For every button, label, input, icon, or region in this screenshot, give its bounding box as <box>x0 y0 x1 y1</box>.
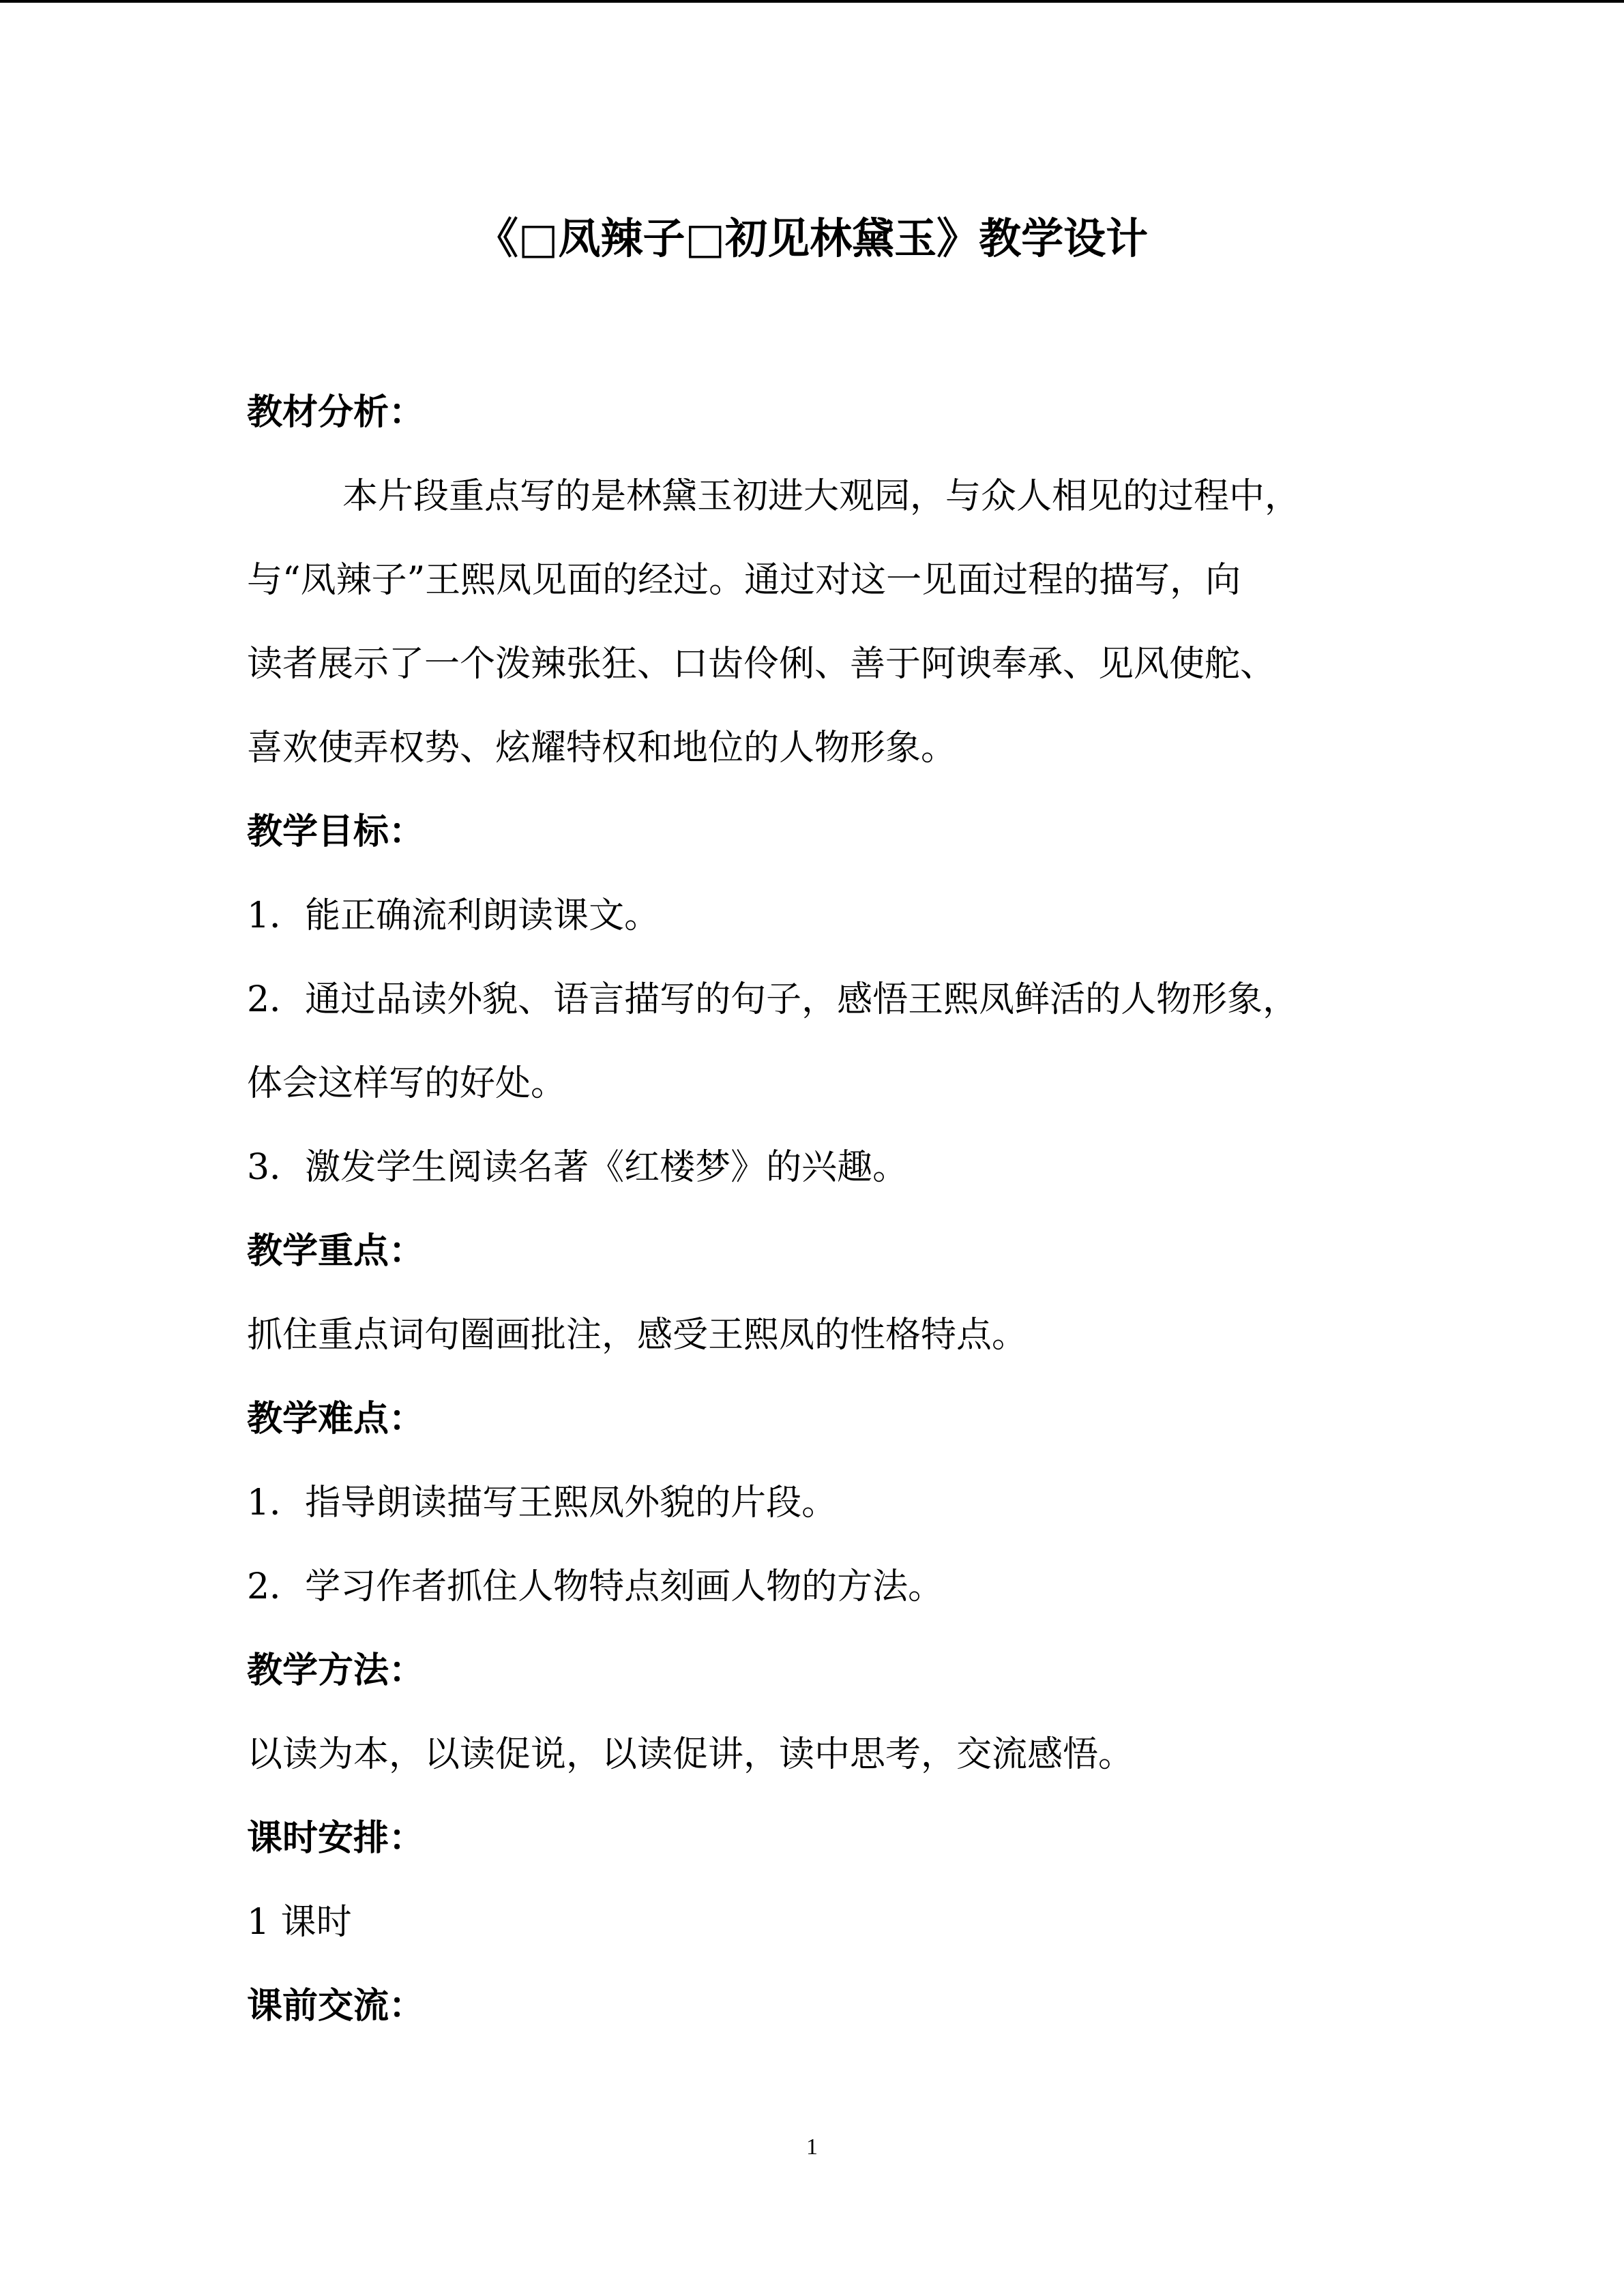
objective-item: 2．通过品读外貌、语言描写的句子，感悟王熙凤鲜活的人物形象， <box>247 979 1299 1020</box>
heading-methods: 教学方法： <box>247 1650 425 1691</box>
paragraph-line: 喜欢使弄权势、炫耀特权和地位的人物形象。 <box>247 728 957 769</box>
heading-material-analysis: 教材分析： <box>247 392 425 433</box>
heading-key-points: 教学重点： <box>247 1231 425 1272</box>
key-point-text: 抓住重点词句圈画批注，感受王熙凤的性格特点。 <box>247 1315 1028 1356</box>
methods-text: 以读为本，以读促说，以读促讲，读中思考，交流感悟。 <box>247 1734 1134 1775</box>
difficulty-item: 1．指导朗读描写王熙凤外貌的片段。 <box>247 1482 838 1523</box>
heading-objectives: 教学目标： <box>247 811 425 852</box>
paragraph-line: 本片段重点写的是林黛玉初进大观园，与众人相见的过程中， <box>342 476 1301 517</box>
objective-item-continuation: 体会这样写的好处。 <box>247 1063 567 1104</box>
heading-difficulties: 教学难点： <box>247 1399 425 1440</box>
objective-item: 3．激发学生阅读名著《红楼梦》的兴趣。 <box>247 1147 909 1188</box>
difficulty-item: 2．学习作者抓住人物特点刻画人物的方法。 <box>247 1566 944 1607</box>
objective-item: 1．能正确流利朗读课文。 <box>247 895 660 936</box>
document-body <box>247 382 1365 2059</box>
heading-schedule: 课时安排： <box>247 1818 425 1859</box>
page-top-border <box>0 0 1624 3</box>
paragraph-line: 与“凤辣子”王熙凤见面的经过。通过对这一见面过程的描写，向 <box>247 560 1241 601</box>
heading-pre-class: 课前交流： <box>247 1986 425 2027</box>
page-number: 1 <box>806 2134 818 2160</box>
document-title: 《□凤辣子□初见林黛玉》教学设计 <box>475 213 1149 263</box>
schedule-text: 1 课时 <box>247 1902 352 1943</box>
paragraph-line: 读者展示了一个泼辣张狂、口齿伶俐、善于阿谀奉承、见风使舵、 <box>247 644 1276 685</box>
